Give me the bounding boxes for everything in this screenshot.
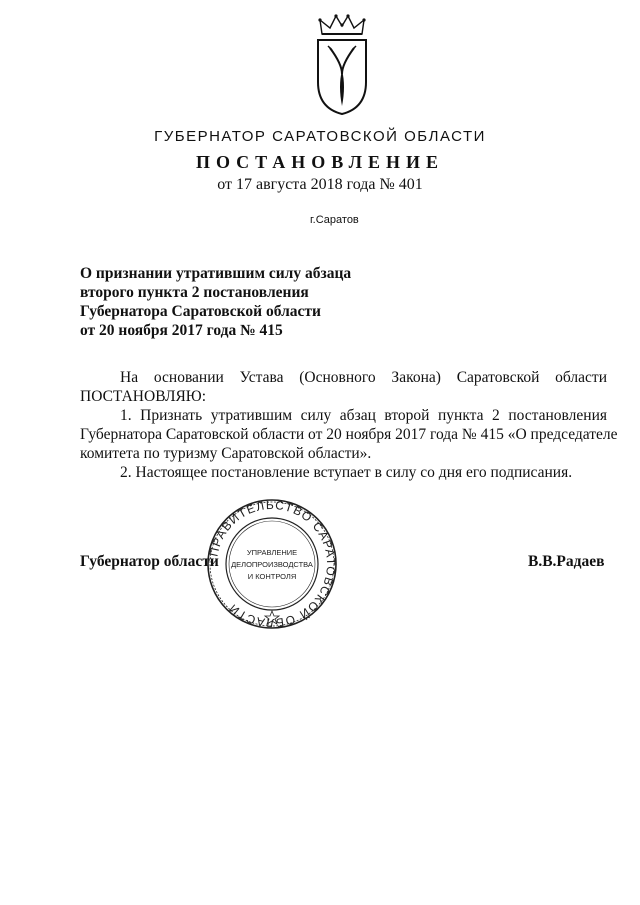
subject-line: О признании утратившим силу абзаца bbox=[80, 265, 352, 282]
subject-line: от 20 ноября 2017 года № 415 bbox=[80, 322, 283, 339]
signatory-name: В.В.Радаев bbox=[528, 553, 605, 570]
body-line: 2. Настоящее постановление вступает в силу со дня его подписания. bbox=[120, 464, 573, 481]
stamp-inner-line: ДЕЛОПРОИЗВОДСТВА bbox=[231, 560, 313, 569]
stamp-inner-line: УПРАВЛЕНИЕ bbox=[246, 548, 298, 557]
official-stamp bbox=[205, 497, 339, 631]
body-line: 1. Признать утратившим силу абзац второй пункта 2 постановления bbox=[120, 407, 607, 424]
stamp-outer-text: ПРАВИТЕЛЬСТВО САРАТОВСКОЙ ОБЛАСТИ bbox=[206, 497, 339, 631]
document-date-number: от 17 августа 2018 года № 401 bbox=[217, 176, 423, 193]
issue-city: г.Саратов bbox=[310, 214, 359, 226]
document-type-title: ПОСТАНОВЛЕНИЕ bbox=[195, 152, 445, 172]
document-body bbox=[80, 368, 618, 482]
signatory-role: Губернатор области bbox=[80, 553, 219, 570]
body-line: На основании Устава (Основного Закона) Саратовской области bbox=[120, 369, 607, 386]
body-line: комитета по туризму Саратовской области». bbox=[80, 445, 372, 462]
subject-line: Губернатора Саратовской области bbox=[80, 303, 321, 320]
coat-of-arms-emblem bbox=[312, 12, 372, 116]
document-subject bbox=[80, 264, 400, 340]
stamp-inner-line: И КОНТРОЛЯ bbox=[247, 572, 297, 581]
issuing-authority: ГУБЕРНАТОР САРАТОВСКОЙ ОБЛАСТИ bbox=[154, 128, 486, 145]
body-line: Губернатора Саратовской области от 20 ноября 2017 года № 415 «О председателе bbox=[80, 426, 618, 443]
subject-line: второго пункта 2 постановления bbox=[80, 284, 309, 301]
body-line: ПОСТАНОВЛЯЮ: bbox=[80, 388, 207, 405]
